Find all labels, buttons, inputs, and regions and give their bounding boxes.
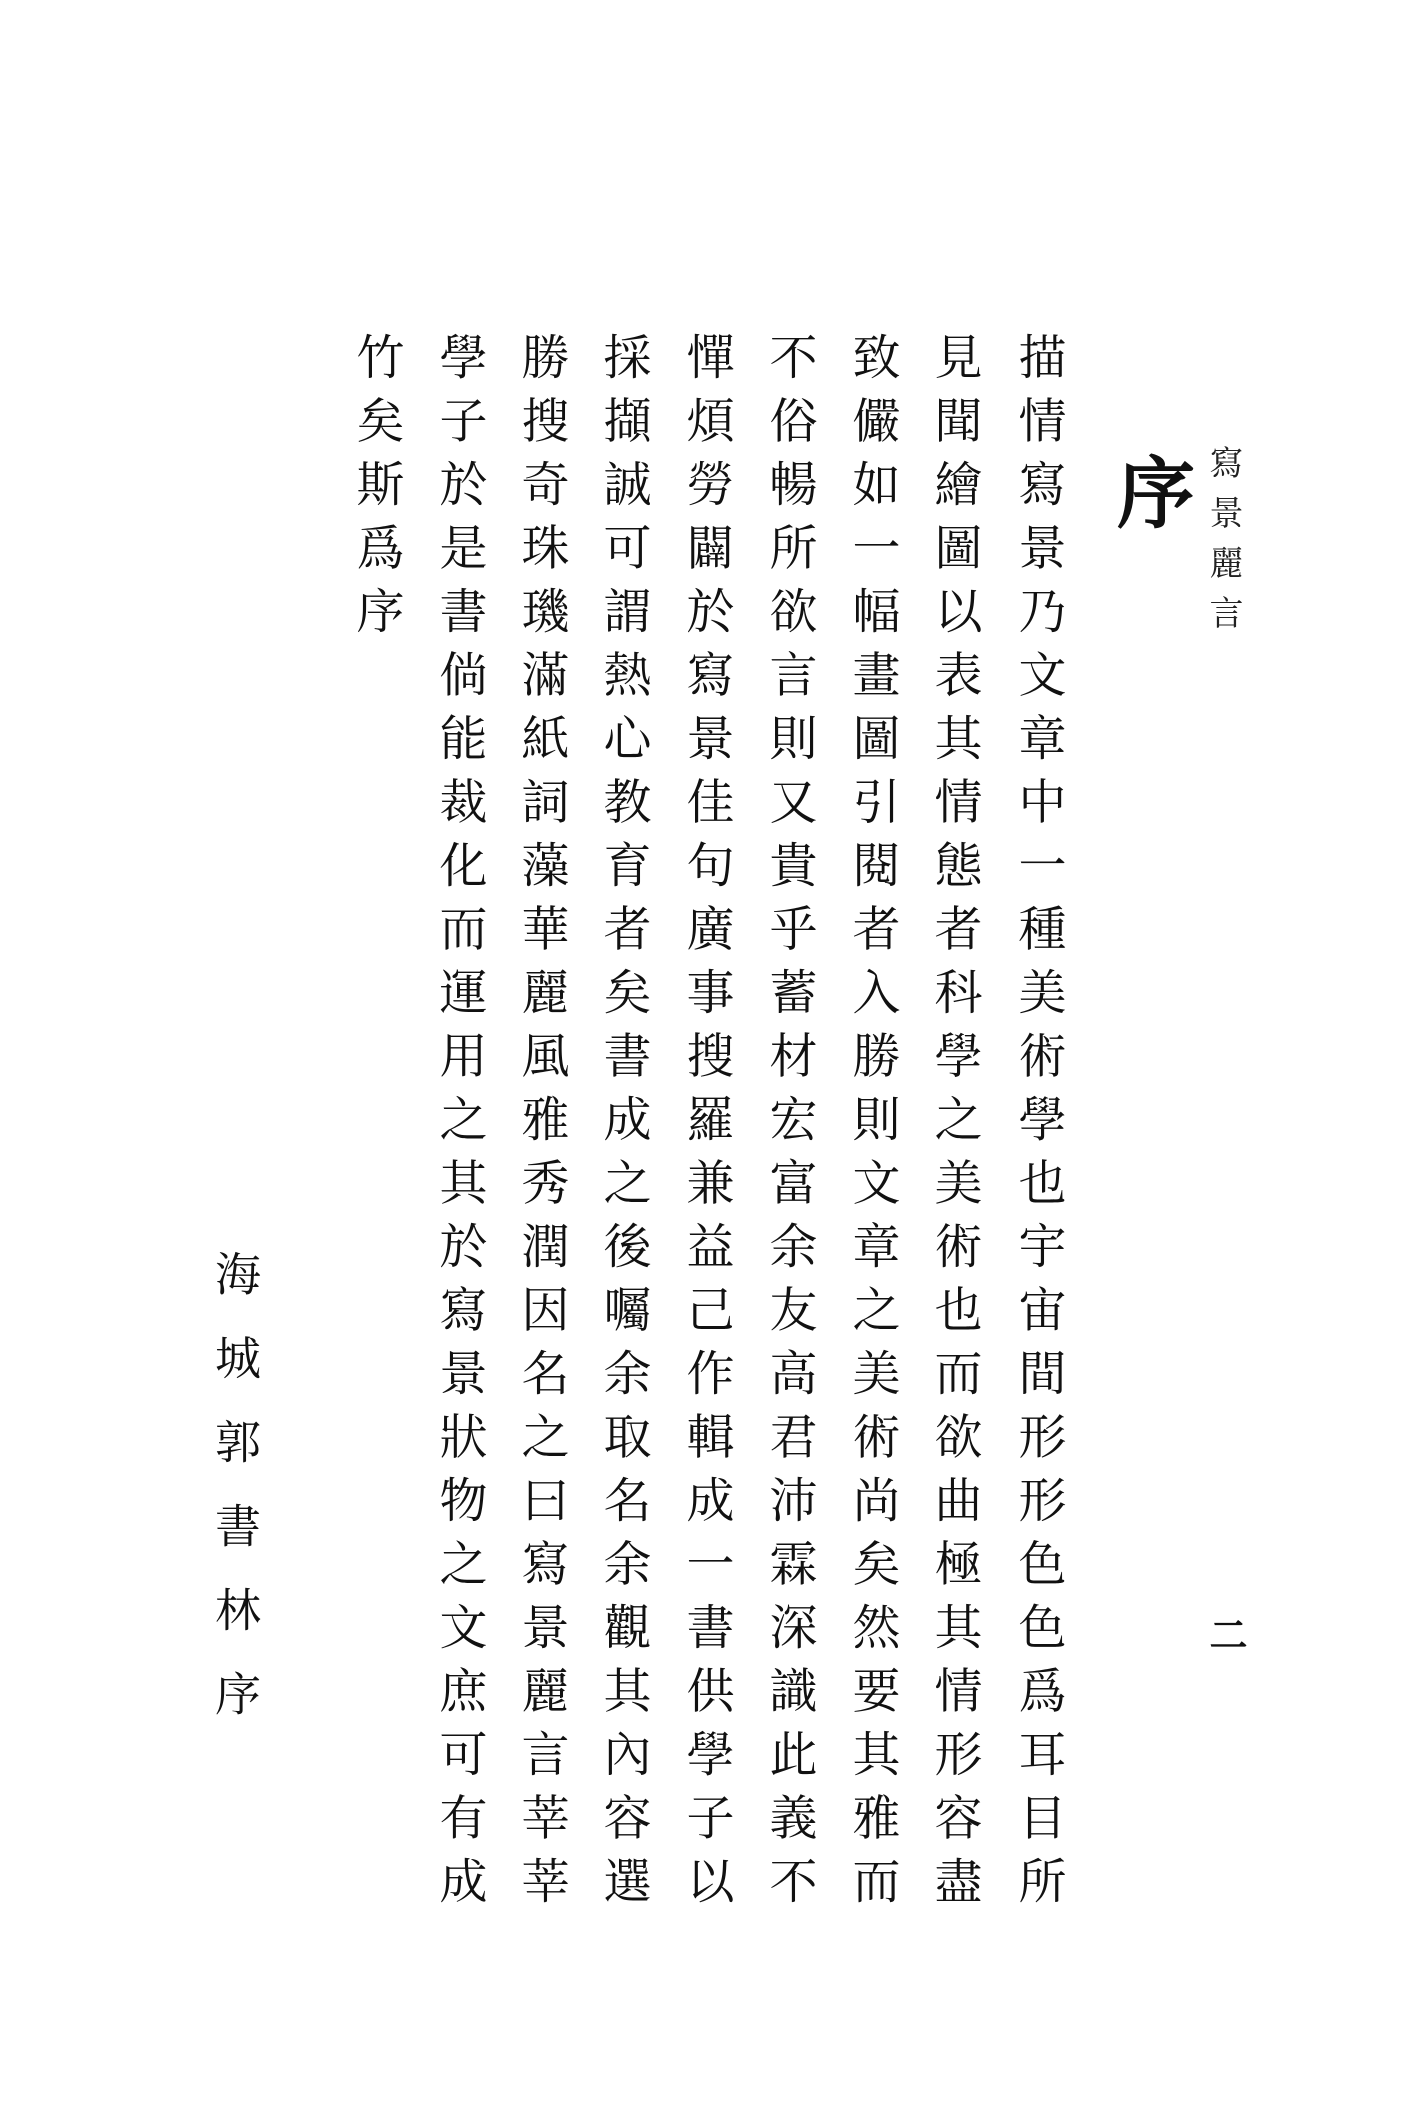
text-column-9: 竹矣斯爲序	[348, 332, 404, 650]
preface-heading: 序	[1104, 452, 1195, 530]
text-column-6: 採擷誠可謂熱心教育者矣書成之後囑余取名余觀其內容選	[595, 332, 651, 1920]
text-column-3: 致儼如一幅畫圖引閱者入勝則文章之美術尚矣然要其雅而	[844, 332, 900, 1920]
running-header: 寫景麗言	[1203, 445, 1243, 645]
text-column-4: 不俗暢所欲言則又貴乎蓄材宏富余友高君沛霖深識此義不	[761, 332, 817, 1920]
text-column-8: 學子於是書倘能裁化而運用之其於寫景狀物之文庶可有成	[431, 332, 487, 1920]
text-column-1: 描情寫景乃文章中一種美術學也宇宙間形形色色爲耳目所	[1010, 332, 1066, 1920]
author-signature: 海城郭書林序	[208, 1250, 262, 1754]
text-column-2: 見聞繪圖以表其情態者科學之美術也而欲曲極其情形容盡	[926, 332, 982, 1920]
page-number: 二	[1203, 1615, 1248, 1653]
text-column-5: 憚煩勞闢於寫景佳句廣事搜羅兼益己作輯成一書供學子以	[678, 332, 734, 1920]
text-column-7: 勝搜奇珠璣滿紙詞藻華麗風雅秀潤因名之曰寫景麗言莘莘	[513, 332, 569, 1920]
